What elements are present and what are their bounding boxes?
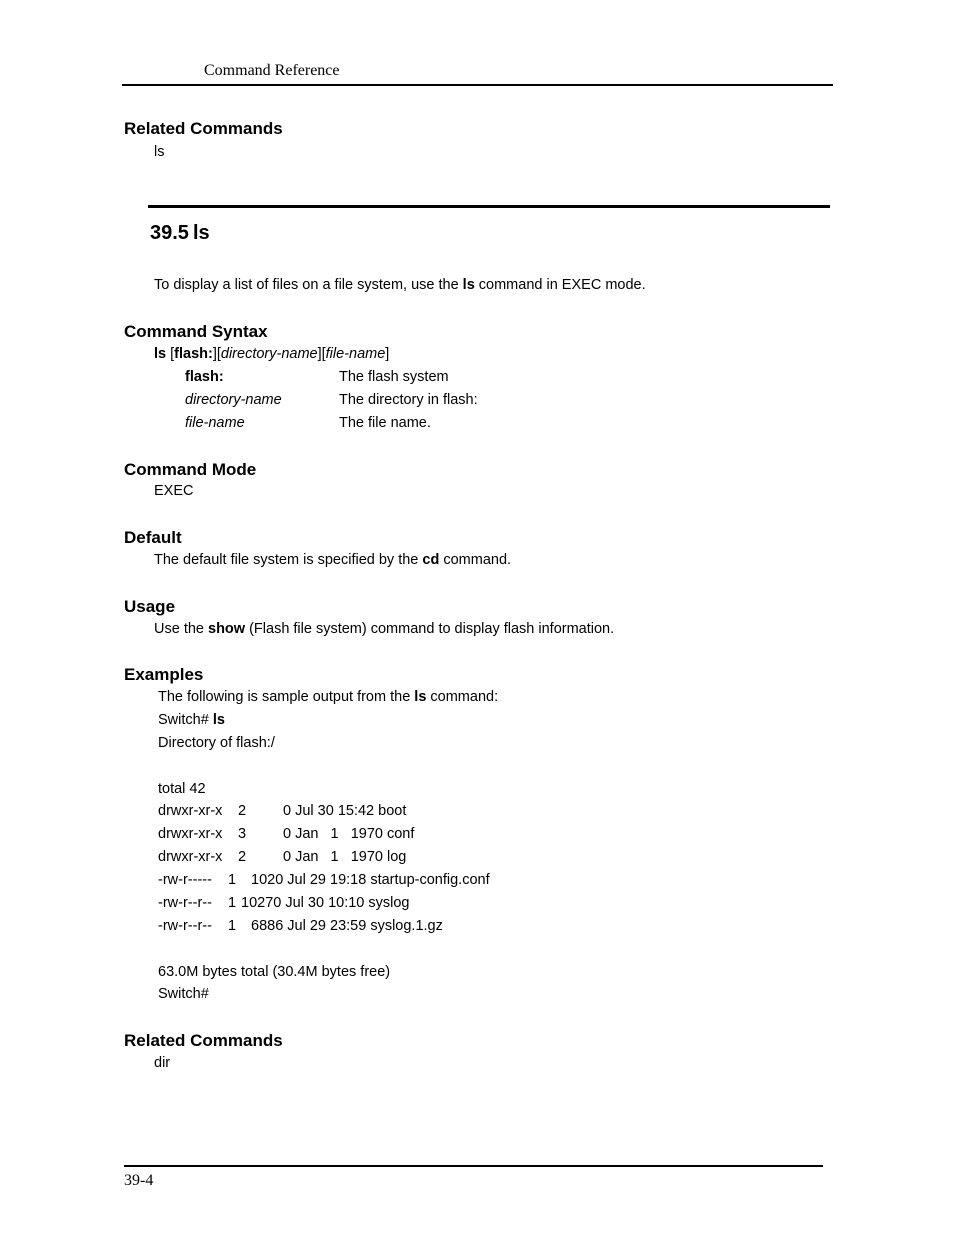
file-links: 3: [238, 826, 247, 842]
file-perm: drwxr-xr-x: [158, 849, 223, 865]
file-perm: -rw-r--r--: [158, 918, 212, 934]
example-summary-line: 63.0M bytes total (30.4M bytes free): [158, 964, 391, 980]
examples-heading: Examples: [124, 665, 204, 684]
param-desc: The file name.: [339, 415, 431, 431]
command-syntax-heading: Command Syntax: [124, 322, 268, 341]
running-header: Command Reference: [204, 62, 340, 79]
example-total-line: total 42: [158, 781, 206, 797]
header-rule: [122, 84, 833, 86]
file-links: 1: [228, 918, 237, 934]
param-name: directory-name: [185, 392, 282, 408]
syntax-line: ls [flash:][directory-name][file-name]: [154, 346, 390, 362]
examples-intro: The following is sample output from the ls command:: [158, 689, 499, 705]
param-name: file-name: [185, 415, 245, 431]
file-details: 10270 Jul 30 10:10 syslog: [241, 895, 410, 911]
related-command-item: ls: [154, 144, 165, 160]
section-rule: [148, 205, 830, 208]
section-number: 39.5: [150, 222, 189, 244]
related-command-item: dir: [154, 1055, 171, 1071]
param-desc: The directory in flash:: [339, 392, 478, 408]
file-links: 1: [228, 872, 237, 888]
file-links: 2: [238, 803, 247, 819]
file-links: 2: [238, 849, 247, 865]
example-prompt-line: Switch# ls: [158, 712, 225, 728]
related-commands-heading: Related Commands: [124, 1031, 283, 1050]
example-end-prompt: Switch#: [158, 986, 209, 1002]
footer-rule: [124, 1165, 823, 1167]
file-links: 1: [228, 895, 237, 911]
command-mode-heading: Command Mode: [124, 460, 257, 479]
example-directory-line: Directory of flash:/: [158, 735, 275, 751]
related-commands-heading: Related Commands: [124, 119, 283, 138]
file-details: 0 Jan 1 1970 conf: [283, 826, 415, 842]
file-details: 0 Jan 1 1970 log: [283, 849, 407, 865]
file-details: 6886 Jul 29 23:59 syslog.1.gz: [251, 918, 443, 934]
section-title: ls: [193, 222, 210, 244]
file-details: 1020 Jul 29 19:18 startup-config.conf: [251, 872, 490, 888]
usage-text: Use the show (Flash file system) command to display flash information.: [154, 621, 615, 637]
file-perm: drwxr-xr-x: [158, 826, 223, 842]
param-desc: The flash system: [339, 369, 449, 385]
file-details: 0 Jul 30 15:42 boot: [283, 803, 407, 819]
command-mode-value: EXEC: [154, 483, 194, 499]
intro-paragraph: To display a list of files on a file system, use the ls command in EXEC mode.: [154, 277, 646, 293]
usage-heading: Usage: [124, 597, 176, 616]
file-perm: drwxr-xr-x: [158, 803, 223, 819]
param-name: flash:: [185, 369, 224, 385]
file-perm: -rw-r-----: [158, 872, 212, 888]
default-heading: Default: [124, 528, 182, 547]
default-text: The default file system is specified by the cd command.: [154, 552, 512, 568]
file-perm: -rw-r--r--: [158, 895, 212, 911]
page-number: 39-4: [124, 1172, 154, 1189]
